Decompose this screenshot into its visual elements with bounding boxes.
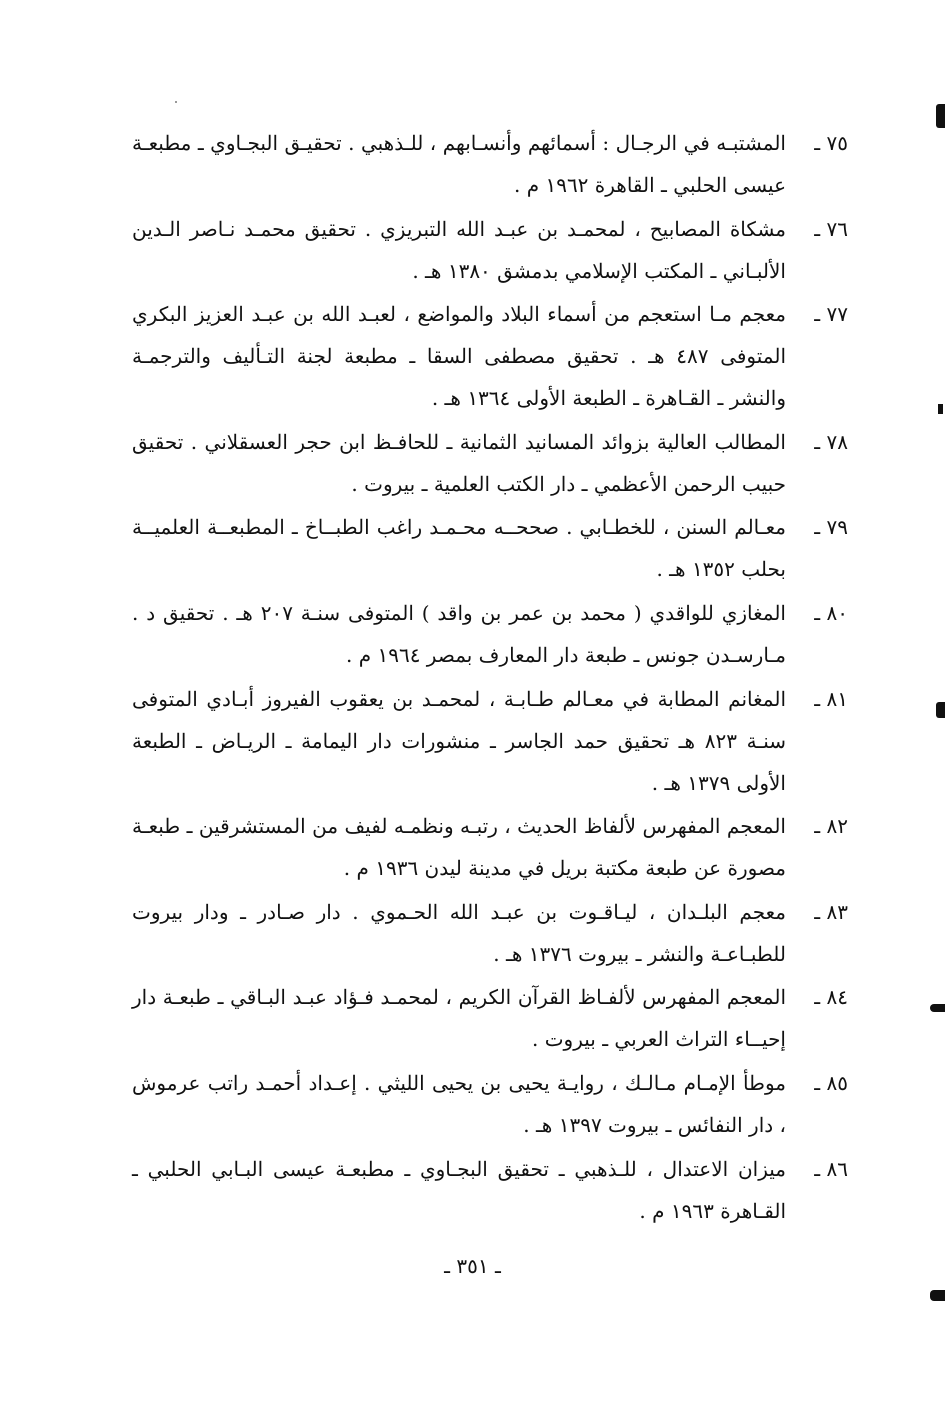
entry-text: المغازي للواقدي ( محمد بن عمر بن واقد ) المتوفى سنـة ٢٠٧ هـ . تحقيق د . مـارسـدن جونس ـ طبعة دار المعارف بمصر ١٩٦٤ م .	[132, 600, 786, 667]
scan-edge-mark	[936, 104, 945, 128]
bibliography-entry	[132, 891, 848, 975]
scan-edge-mark	[938, 404, 943, 414]
bibliography-entry	[132, 122, 848, 206]
entry-number: ٨٦ ـ	[814, 1156, 848, 1181]
entry-text: المعجم المفهرس لألفـاظ القرآن الكريم ، لمحمـد فـؤاد عبـد البـاقي ـ طبعـة دار إحيــاء التراث العربي ـ بيروت .	[132, 985, 786, 1052]
entry-text: معـالم السنن ، للخطـابي . صححــه محـمـد راغب الطبــاخ ـ المطبعــة العلميــة بحلب ١٣٥٢ هـ .	[132, 515, 786, 582]
scan-edge-mark	[930, 1290, 945, 1301]
entry-text: المشتبـه في الرجـال : أسمائهم وأنسـابهم ، للـذهبي . تحقيـق البجـاوي ـ مطبعـة عيسى الحلبي ـ القاهرة ١٩٦٢ م .	[132, 131, 786, 197]
bibliography-entry	[132, 1148, 848, 1232]
entry-number: ٧٦ ـ	[814, 216, 848, 241]
bibliography-entry	[132, 678, 848, 804]
page-number: ـ ٣٥١ ـ	[444, 1254, 501, 1278]
entry-text: موطأ الإمـام مـالـك ، روايـة يحيى بن يحيى الليثي . إعـداد أحمـد راتب عرموش ، دار النفائس ـ بيروت ١٣٩٧ هـ .	[132, 1070, 786, 1137]
entry-number: ٨٠ ـ	[814, 600, 848, 625]
entry-number: ٨٢ ـ	[814, 814, 848, 839]
entry-number: ٨٣ ـ	[814, 899, 848, 924]
entry-text: معجم مـا استعجم من أسماء البلاد والمواضع ، لعبـد الله بن عبـد العزيز البكري المتوفى ٤٨٧ هـ . تحقيق مصطفى السقا ـ مطبعة لجنة التـأليف والترجمـة والنشر ـ القـاهرة ـ الطبعة الأولى ١٣٦٤ هـ .	[132, 302, 787, 411]
entry-number: ٨٥ ـ	[814, 1070, 848, 1095]
entry-number: ٧٩ ـ	[814, 515, 848, 540]
entry-number: ٧٥ ـ	[814, 131, 848, 155]
bibliography-entry	[132, 976, 848, 1060]
bibliography-entry	[132, 1062, 848, 1146]
bibliography-entry	[132, 506, 848, 590]
entry-text: ميزان الاعتدال ، للـذهبي ـ تحقيق البجـاوي ـ مطبعـة عيسى البـابي الحلبي ـ القـاهرة ١٩٦٣ م .	[132, 1156, 786, 1223]
scan-edge-mark	[936, 702, 945, 718]
entry-text: معجم البلـدان ، ليـاقـوت بن عبـد الله الحـموي . دار صـادر ـ ودار بيروت للطبـاعـة والنشر ـ بيروت ١٣٧٦ هـ .	[132, 899, 786, 966]
bibliography-entry	[132, 805, 848, 889]
bibliography-entry	[132, 208, 848, 292]
bibliography-entry	[132, 293, 848, 419]
bibliography-entry	[132, 421, 848, 505]
entry-text: المعجم المفهرس لألفاظ الحديث ، رتبـه ونظمـه لفيف من المستشرقين ـ طبعـة مصورة عن طبعة مكتبة بريل في مدينة ليدن ١٩٣٦ م .	[132, 814, 786, 881]
entry-number: ٧٧ ـ	[814, 302, 848, 327]
entry-text: المغانم المطابة في معـالم طـابـة ، لمحمـد بن يعقوب الفيروز أبـادي المتوفى سنـة ٨٢٣ هـ تحقيق حمد الجاسر ـ منشورات دار اليمامة ـ الريـاض ـ الطبعة الأولى ١٣٧٩ هـ .	[132, 686, 786, 795]
entry-number: ٧٨ ـ	[814, 429, 848, 454]
entry-text: مشكاة المصابيح ، لمحمـد بن عبـد الله التبريزي . تحقيق محمـد نـاصر الـدين الألبـاني ـ المكتب الإسلامي بدمشق ١٣٨٠ هـ .	[132, 216, 786, 283]
entry-text: المطالب العالية بزوائد المسانيد الثمانية ـ للحافـظ ابن حجر العسقلاني . تحقيق حبيب الرحمن الأعظمي ـ دار الكتب العلمية ـ بيروت .	[132, 429, 786, 496]
scan-edge-mark	[930, 1004, 945, 1012]
bibliography-entry	[132, 592, 848, 676]
scan-speck	[175, 101, 177, 103]
entry-number: ٨١ ـ	[814, 686, 848, 711]
bibliography-list	[132, 122, 848, 1233]
entry-number: ٨٤ ـ	[814, 985, 848, 1010]
